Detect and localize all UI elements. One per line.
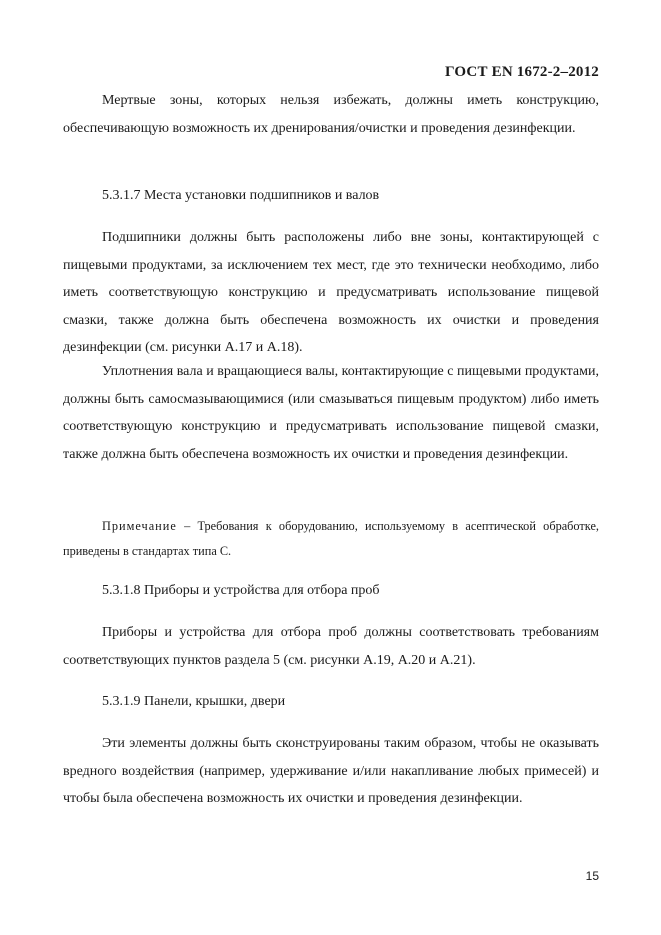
- paragraph-sampling-devices: Приборы и устройства для отбора проб должны соответствовать требованиям соответствующих пунктов раздела 5 (см. рисунки А.19, А.20 и А.21).: [63, 625, 599, 668]
- section-heading-5-3-1-8: 5.3.1.8 Приборы и устройства для отбора проб: [102, 583, 380, 598]
- page-number: 15: [585, 869, 599, 883]
- document-standard-id: ГОСТ EN 1672-2–2012: [445, 64, 599, 80]
- section-heading-5-3-1-9: 5.3.1.9 Панели, крышки, двери: [102, 694, 286, 709]
- paragraph-shaft-seals: Уплотнения вала и вращающиеся валы, контактирующие с пищевыми продуктами, должны быть самосмазывающимися (или смазываться пищевым продуктом) либо иметь соответствующую конструкцию и предусматривать использование пищевой смазки, также должна быть обеспечена возможность их очистки и проведения дезинфекции.: [63, 364, 599, 462]
- note-text: – Требования к оборудованию, используемому в асептической обработке, приведены в стандартах типа С.: [63, 519, 599, 558]
- paragraph-panels: Эти элементы должны быть сконструированы таким образом, чтобы не оказывать вредного воздействия (например, удерживание и/или накапливание любых примесей) и чтобы была обеспечена возможность их очистки и проведения дезинфекции.: [63, 736, 599, 806]
- note-label: Примечание: [102, 519, 177, 533]
- note-aseptic: [63, 514, 599, 564]
- paragraph-bearings: Подшипники должны быть расположены либо вне зоны, контактирующей с пищевыми продуктами, за исключением тех мест, где это технически необходимо, либо иметь соответствующую конструкцию и предусматривать использование пищевой смазки, также должна быть обеспечена возможность их очистки и проведения дезинфекции (см. рисунки А.17 и А.18).: [63, 230, 599, 355]
- paragraph-dead-zones: Мертвые зоны, которых нельзя избежать, должны иметь конструкцию, обеспечивающую возможность их дренирования/очистки и проведения дезинфекции.: [63, 93, 599, 136]
- section-heading-5-3-1-7: 5.3.1.7 Места установки подшипников и валов: [102, 188, 380, 203]
